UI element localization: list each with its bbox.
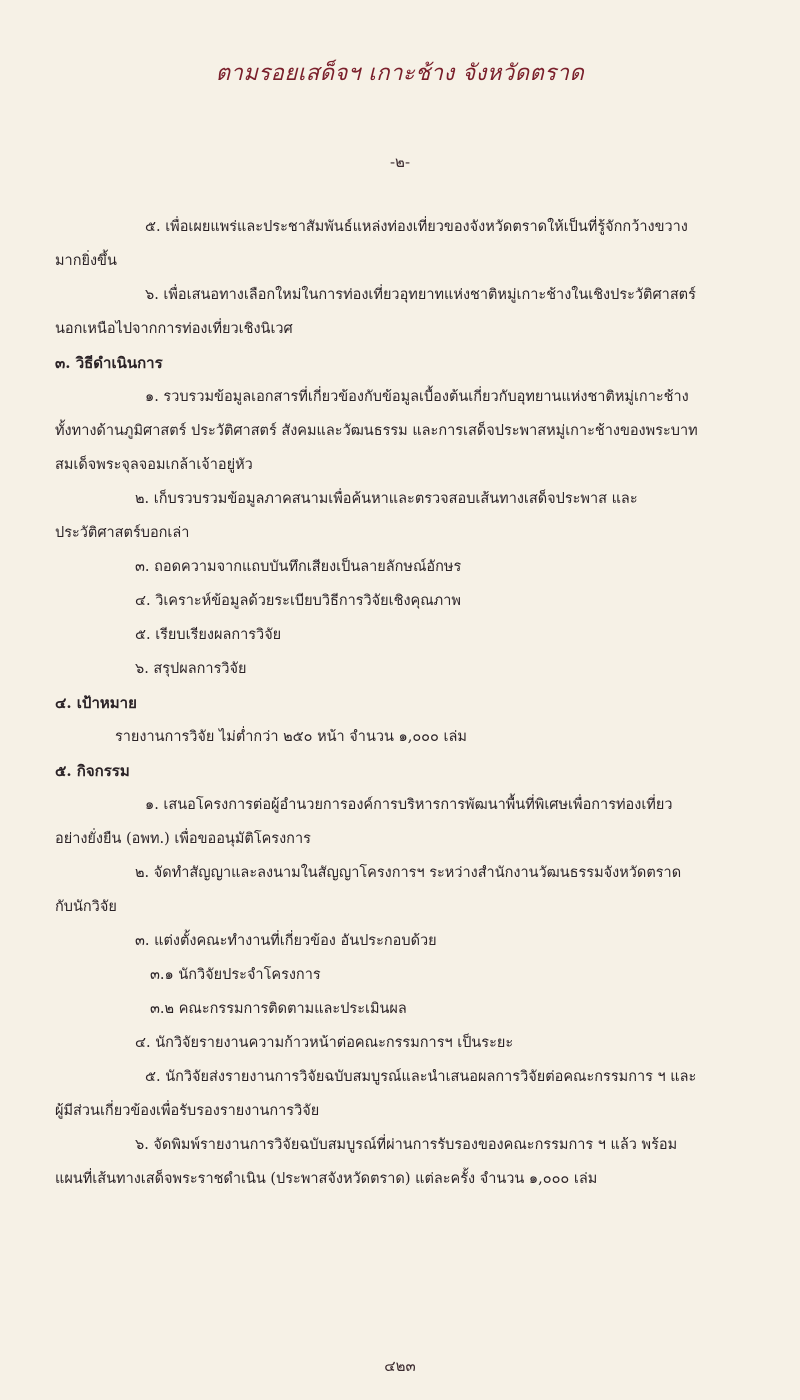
method-2-line-2: ประวัติศาสตร์บอกเล่า [55, 525, 190, 541]
activity-3-2: ๓.๒ คณะกรรมการติดตามและประเมินผล [150, 1001, 407, 1017]
activity-3-1: ๓.๑ นักวิจัยประจำโครงการ [150, 967, 321, 983]
section-5-heading: ๕. กิจกรรม [55, 762, 130, 780]
activity-2-line-1: ๒. จัดทำสัญญาและลงนามในสัญญาโครงการฯ ระหว่างสำนักงานวัฒนธรรมจังหวัดตราด [135, 865, 682, 881]
method-6: ๖. สรุปผลการวิจัย [135, 661, 247, 677]
method-3: ๓. ถอดความจากแถบบันทึกเสียงเป็นลายลักษณ์อักษร [135, 559, 462, 575]
activity-4: ๔. นักวิจัยรายงานความก้าวหน้าต่อคณะกรรมการฯ เป็นระยะ [135, 1035, 514, 1051]
method-1-line-1: ๑. รวบรวมข้อมูลเอกสารที่เกี่ยวข้องกับข้อมูลเบื้องต้นเกี่ยวกับอุทยานแห่งชาติหมู่เกาะช้าง [145, 389, 689, 405]
section-4-heading: ๔. เป้าหมาย [55, 694, 137, 712]
activity-2-line-2: กับนักวิจัย [55, 899, 117, 915]
page-number-mark: -๒- [389, 153, 411, 171]
target-text: รายงานการวิจัย ไม่ต่ำกว่า ๒๕๐ หน้า จำนวน ๑,๐๐๐ เล่ม [115, 729, 467, 745]
activity-6-line-2: แผนที่เส้นทางเสด็จพระราชดำเนิน (ประพาสจังหวัดตราด) แต่ละครั้ง จำนวน ๑,๐๐๐ เล่ม [55, 1171, 598, 1187]
method-4: ๔. วิเคราะห์ข้อมูลด้วยระเบียบวิธีการวิจัยเชิงคุณภาพ [135, 593, 461, 609]
activity-1-line-2: อย่างยั่งยืน (อพท.) เพื่อขออนุมัติโครงการ [55, 831, 311, 847]
objective-6-line-1: ๖. เพื่อเสนอทางเลือกใหม่ในการท่องเที่ยวอุทยาทแห่งชาติหมู่เกาะช้างในเชิงประวัติศาสตร์ [145, 287, 696, 303]
page-folio-number: ๔๒๓ [384, 1357, 416, 1375]
activity-5-line-2: ผู้มีส่วนเกี่ยวข้องเพื่อรับรองรายงานการวิจัย [55, 1103, 320, 1119]
activity-6-line-1: ๖. จัดพิมพ์รายงานการวิจัยฉบับสมบูรณ์ที่ผ่านการรับรองของคณะกรรมการ ฯ แล้ว พร้อม [135, 1137, 678, 1153]
activity-5-line-1: ๕. นักวิจัยส่งรายงานการวิจัยฉบับสมบูรณ์และนำเสนอผลการวิจัยต่อคณะกรรมการ ฯ และ [145, 1069, 697, 1085]
document-body [55, 210, 760, 1196]
activity-3: ๓. แต่งตั้งคณะทำงานที่เกี่ยวข้อง อันประกอบด้วย [135, 933, 437, 949]
method-1-line-2: ทั้งทางด้านภูมิศาสตร์ ประวัติศาสตร์ สังคมและวัฒนธรรม และการเสด็จประพาสหมู่เกาะช้างของพระบาท [55, 423, 698, 439]
method-5: ๕. เรียบเรียงผลการวิจัย [135, 627, 282, 643]
objective-5-line-1: ๕. เพื่อเผยแพร่และประชาสัมพันธ์แหล่งท่องเที่ยวของจังหวัดตราดให้เป็นที่รู้จักกว้างขวาง [145, 219, 688, 235]
section-3-heading: ๓. วิธีดำเนินการ [55, 354, 163, 372]
running-header-title: ตามรอยเสด็จฯ เกาะช้าง จังหวัดตราด [215, 61, 585, 86]
method-1-line-3: สมเด็จพระจุลจอมเกล้าเจ้าอยู่หัว [55, 457, 253, 473]
objective-5-line-2: มากยิ่งขึ้น [55, 253, 117, 269]
objective-6-line-2: นอกเหนือไปจากการท่องเที่ยวเชิงนิเวศ [55, 321, 293, 337]
activity-1-line-1: ๑. เสนอโครงการต่อผู้อำนวยการองค์การบริหารการพัฒนาพื้นที่พิเศษเพื่อการท่องเที่ยว [145, 797, 673, 813]
method-2-line-1: ๒. เก็บรวบรวมข้อมูลภาคสนามเพื่อค้นหาและตรวจสอบเส้นทางเสด็จประพาส และ [135, 491, 638, 507]
